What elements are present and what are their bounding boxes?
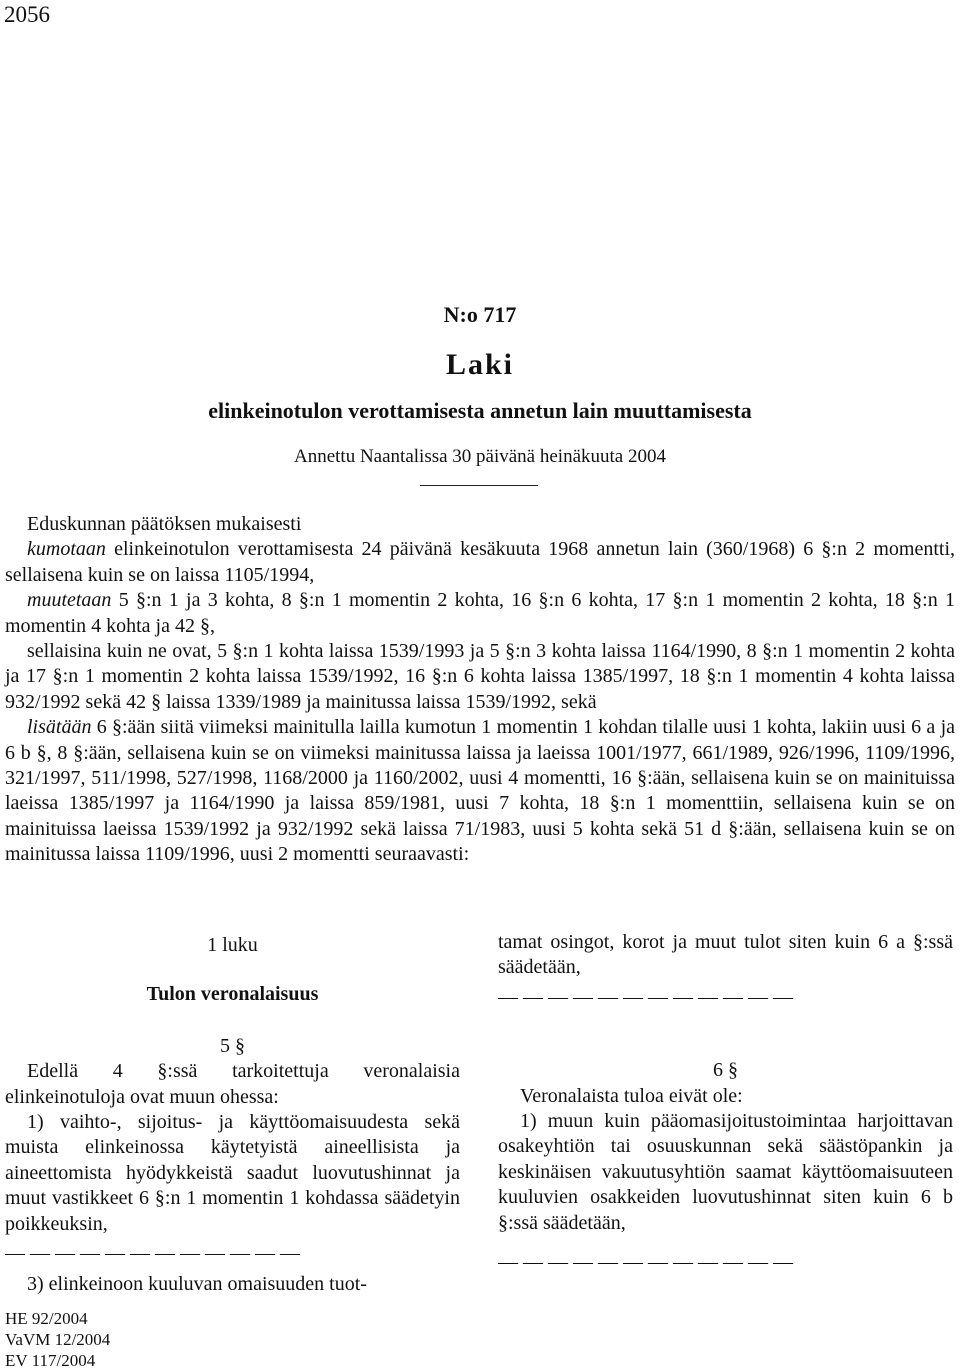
- amend-keyword: muutetaan: [27, 589, 112, 612]
- omission-dashes: — — — — — — — — — — — —: [498, 1251, 793, 1274]
- preamble-repeal: [5, 537, 955, 588]
- add-keyword: lisätään: [27, 716, 92, 739]
- legislative-references: [5, 1308, 110, 1371]
- amend-text: 5 §:n 1 ja 3 kohta, 8 §:n 1 momentin 2 kohta, 16 §:n 6 kohta, 17 §:n 1 momentin 2 kohta, 18 §:n 1 momentin 4 kohta ja 42 §,: [5, 589, 955, 637]
- preamble: [5, 512, 955, 868]
- section-5-paragraph-2: 1) vaihto-, sijoitus- ja käyttöomaisuudesta sekä muista elinkeinossa käytetyistä aineellisista ja aineettomista hyödykkeistä saadut luovutushinnat ja muut vastikkeet 6 §:n 1 momentin 1 kohdassa säädetyin poikkeuksin,: [5, 1111, 460, 1235]
- section-5-continuation: tamat osingot, korot ja muut tulot siten kuin 6 a §:ssä säädetään,: [498, 931, 953, 979]
- chapter-number: 1 luku: [207, 934, 258, 956]
- parliament-reply-ref: EV 117/2004: [5, 1351, 96, 1370]
- preamble-as-they-are: sellaisina kuin ne ovat, 5 §:n 1 kohta laissa 1539/1993 ja 5 §:n 3 kohta laissa 1164/1990, 8 §:n 1 momentin 2 kohta ja 17 §:n 1 momentin 2 kohta laissa 1539/1992, 16 §:n 6 kohta laissa 1385/1997, 18 §:n 1 momentin 4 kohta laissa 932/1992 sekä 42 § laissa 1339/1989 ja mainitussa laissa 1539/1992, sekä: [5, 640, 955, 713]
- preamble-amend: [5, 588, 955, 639]
- section-6-heading: 6 §: [713, 1059, 738, 1082]
- section-5-paragraph-1: Edellä 4 §:ssä tarkoitettuja veronalaisia elinkeinotuloja ovat muun ohessa:: [5, 1060, 460, 1108]
- chapter-title: Tulon veronalaisuus: [146, 983, 319, 1006]
- section-6-paragraph-1: Veronalaista tuloa eivät ole:: [520, 1084, 743, 1107]
- add-text: 6 §:ään siitä viimeksi mainitulla lailla kumotun 1 momentin 1 kohdan tilalle uusi 1 kohta, lakiin uusi 6 a ja 6 b §, 8 §:ään, sellaisena kuin se on viimeksi mainitussa laissa ja laeissa 1001/1977, 661/1989, 926/1996, 1109/1996, 321/1997, 511/1998, 527/1998, 1168/2000 ja 1160/2002, uusi 4 momentti, 16 §:ään, sellaisena kuin se on mainituissa laeissa 1385/1997 ja 1164/1990 ja laissa 859/1981, uusi 7 kohta, 18 §:n 1 momenttiin, sellaisena kuin se on mainituissa laeissa 1539/1992 ja 932/1992 sekä laissa 71/1983, uusi 5 kohta sekä 51 d §:ään, sellaisena kuin se on mainitussa laissa 1109/1996, uusi 2 momentti seuraavasti:: [5, 716, 955, 866]
- left-column: [5, 930, 460, 1298]
- section-6-paragraph-2: 1) muun kuin pääomasijoitustoimintaa harjoittavan osakeyhtiön tai osuuskunnan sekä säästöpankin ja keskinäisen vakuutusyhtiön saamat käyttöomaisuuteen kuuluvien osakkeiden luovutushinnat siten kuin 6 b §:ssä säädetään,: [498, 1110, 953, 1234]
- title-divider: [420, 485, 538, 486]
- repeal-keyword: kumotaan: [27, 538, 106, 561]
- section-5-paragraph-3: 3) elinkeinoon kuuluvan omaisuuden tuot-: [27, 1273, 367, 1296]
- section-5-heading: 5 §: [220, 1034, 245, 1057]
- government-proposal-ref: HE 92/2004: [5, 1309, 88, 1328]
- preamble-opening: Eduskunnan päätöksen mukaisesti: [27, 513, 302, 535]
- committee-report-ref: VaVM 12/2004: [5, 1330, 111, 1349]
- repeal-text: elinkeinotulon verottamisesta 24 päivänä kesäkuuta 1968 annetun lain (360/1968) 6 §:n 2 momentti, sellaisena kuin se on laissa 1105/1994,: [5, 538, 955, 586]
- omission-dashes: — — — — — — — — — — — —: [498, 985, 793, 1008]
- preamble-add: [5, 715, 955, 867]
- document-title: Laki: [445, 348, 515, 381]
- omission-dashes: — — — — — — — — — — — —: [5, 1242, 300, 1265]
- right-column: [498, 930, 953, 1275]
- page-number: 2056: [4, 2, 50, 27]
- statute-number: N:o 717: [443, 302, 517, 327]
- enactment-line: Annettu Naantalissa 30 päivänä heinäkuuta 2004: [294, 446, 666, 467]
- document-subtitle: elinkeinotulon verottamisesta annetun lain muuttamisesta: [208, 398, 752, 423]
